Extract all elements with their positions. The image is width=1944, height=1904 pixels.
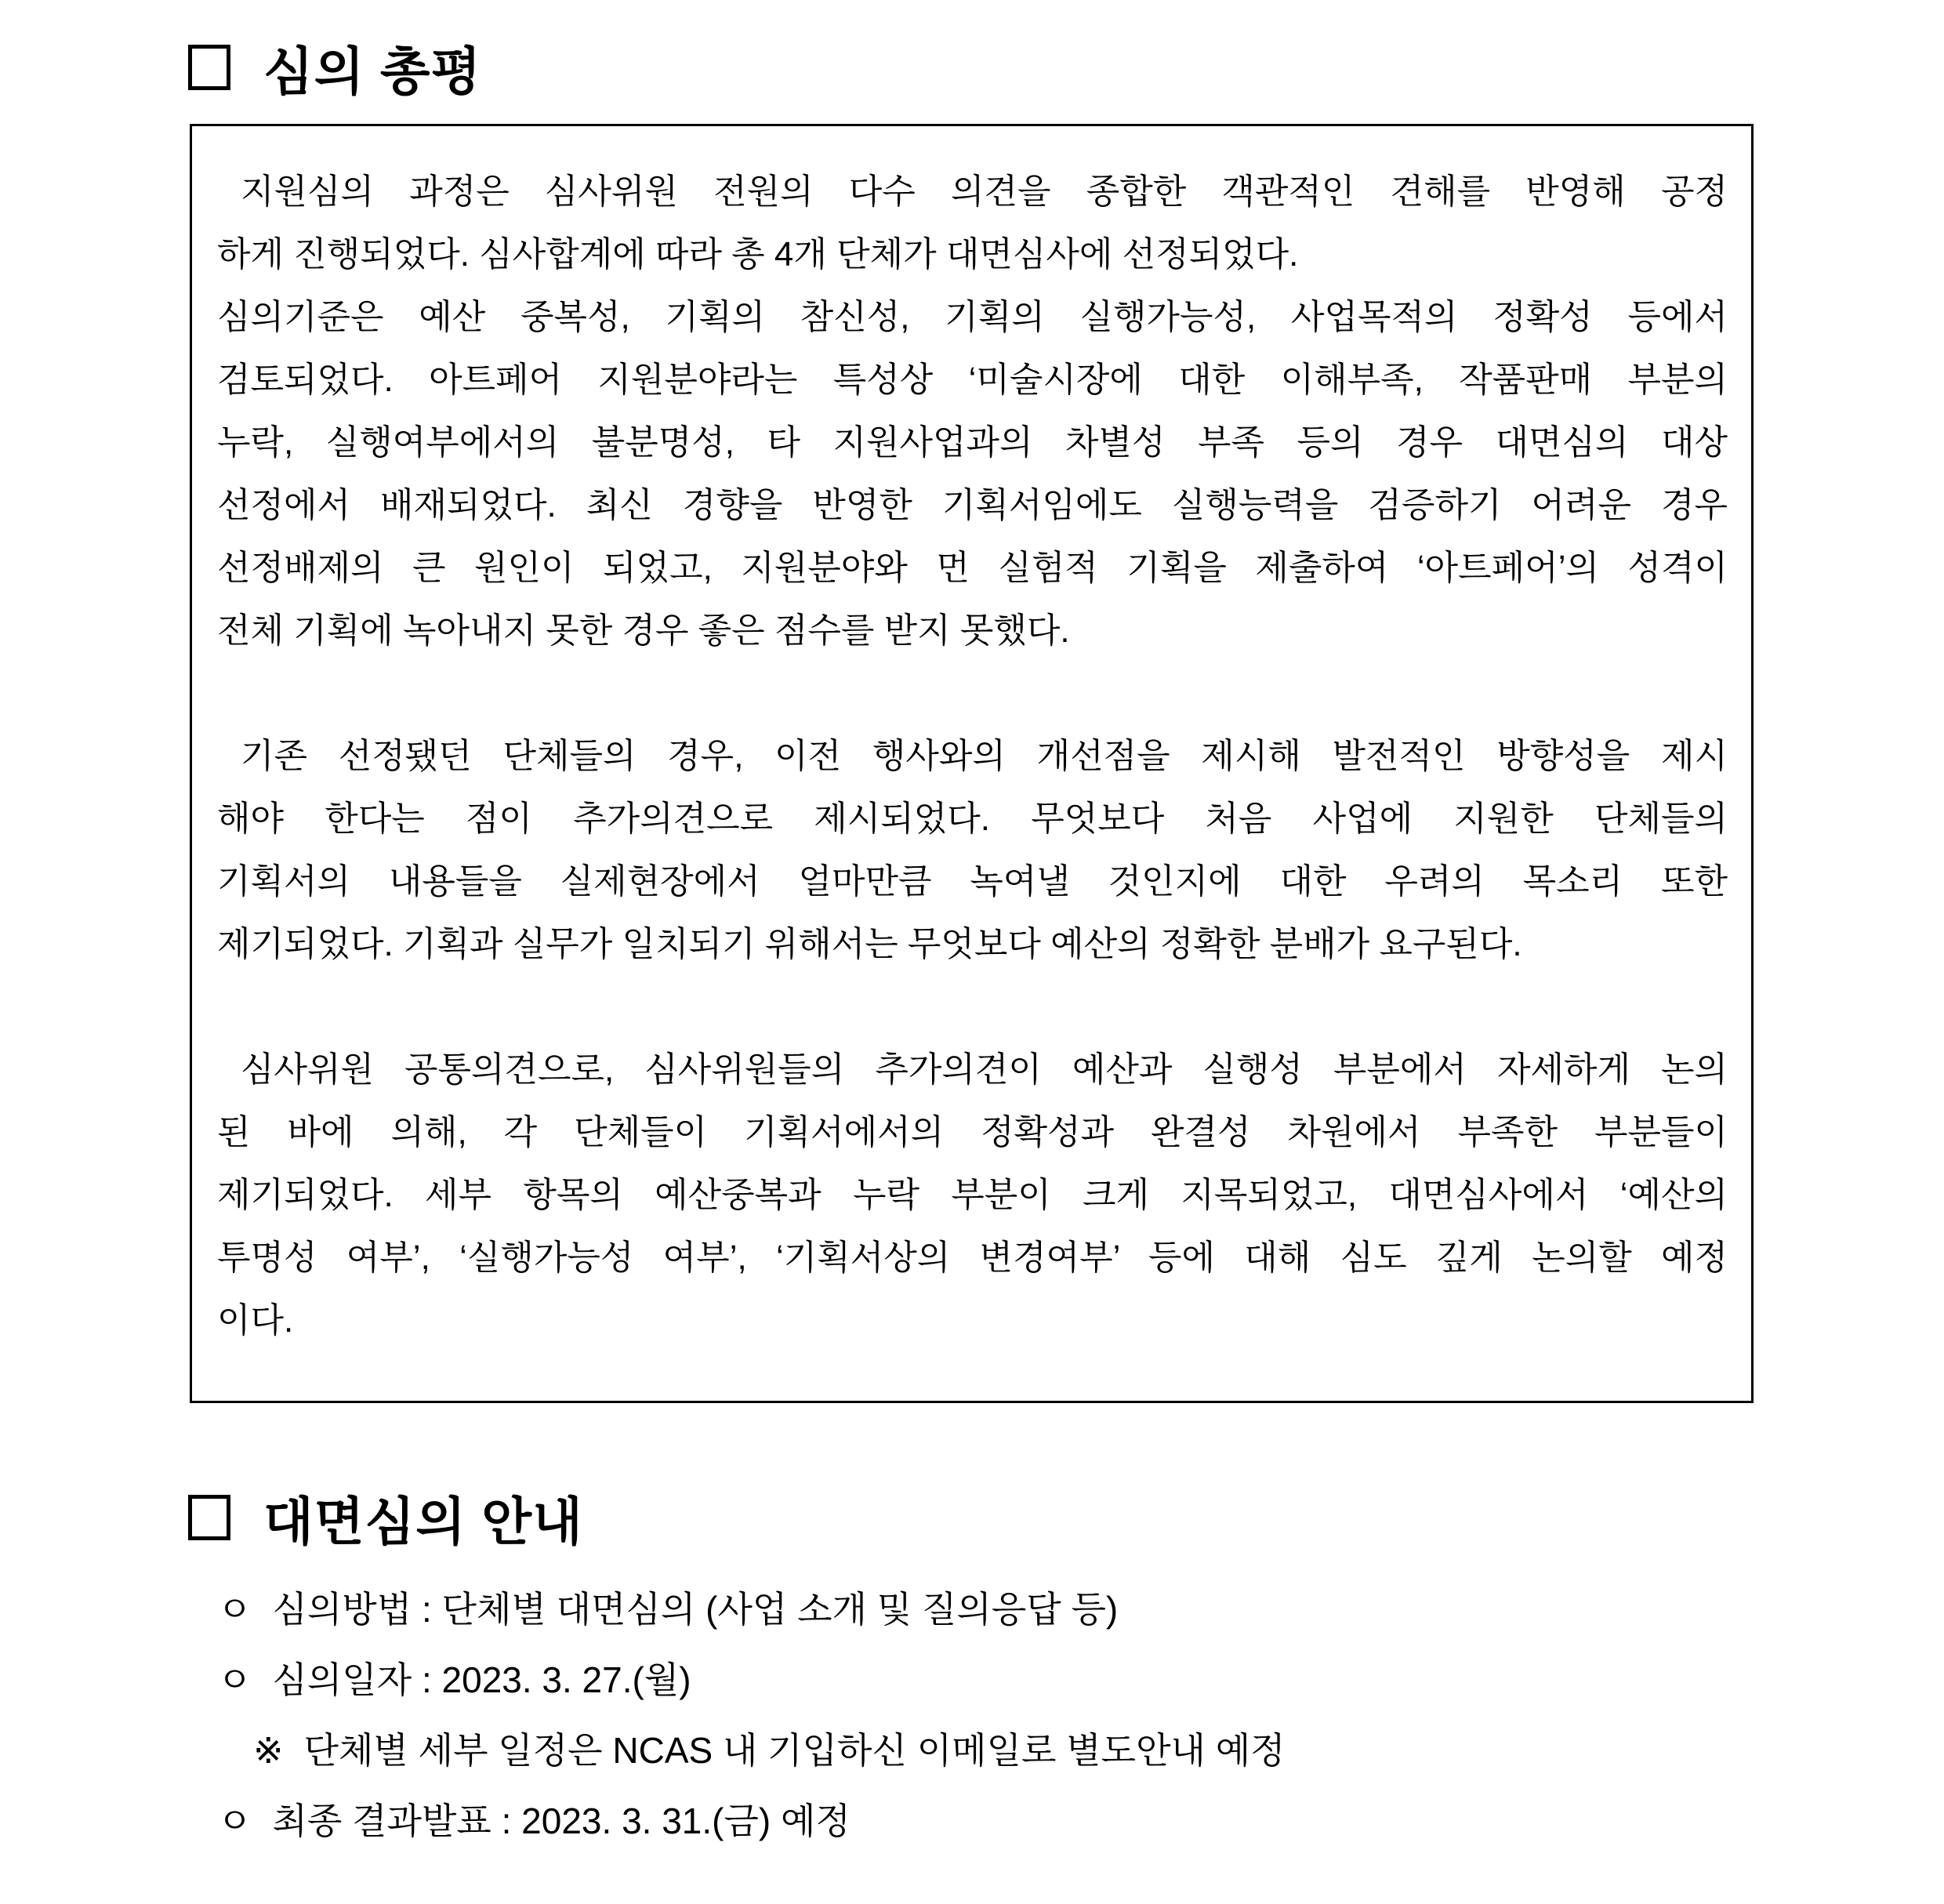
- section-title-review-summary: [188, 30, 481, 104]
- text-line: 투명성 여부’, ‘실행가능성 여부’, ‘기획서상의 변경여부’ 등에 대해 심도 깊게 논의할 예정: [217, 1239, 1728, 1277]
- text-line: 지원심의 과정은 심사위원 전원의 다수 의견을 종합한 객관적인 견해를 반영해 공정: [241, 172, 1728, 211]
- circle-bullet-icon: ㅇ: [217, 1659, 252, 1700]
- section-title-interview-guide: [188, 1480, 583, 1554]
- review-box: [190, 124, 1754, 1403]
- section-title-text: 대면심의 안내: [263, 1492, 583, 1550]
- list-item-text: 단체별 세부 일정은 NCAS 내 기입하신 이메일로 별도안내 예정: [303, 1730, 1286, 1771]
- text-line: 전체 기획에 녹아내지 못한 경우 좋은 점수를 받지 못했다.: [217, 611, 1070, 650]
- circle-bullet-icon: ㅇ: [217, 1801, 252, 1841]
- circle-bullet-icon: ㅇ: [217, 1589, 252, 1630]
- paragraph: [217, 286, 1728, 662]
- paragraph: [217, 725, 1728, 976]
- text-line: 된 바에 의해, 각 단체들이 기획서에서의 정확성과 완결성 차원에서 부족한 부분들이: [217, 1113, 1728, 1151]
- list-item: [217, 1786, 1785, 1856]
- text-line: 해야 한다는 점이 추가의견으로 제시되었다. 무엇보다 처음 사업에 지원한 단체들의: [217, 800, 1728, 838]
- text-line: 이다.: [217, 1301, 294, 1340]
- list-item-text: 심의일자 : 2023. 3. 27.(월): [272, 1659, 691, 1700]
- paragraph: [217, 1039, 1728, 1352]
- list-item-text: 심의방법 : 단체별 대면심의 (사업 소개 및 질의응답 등): [272, 1589, 1119, 1630]
- note-marker-icon: ※: [253, 1730, 284, 1771]
- text-line: 검토되었다. 아트페어 지원분야라는 특성상 ‘미술시장에 대한 이해부족, 작품판매 부분의: [217, 361, 1728, 399]
- paragraph: [217, 161, 1728, 286]
- square-bullet-icon: [188, 45, 230, 90]
- text-line: 누락, 실행여부에서의 불분명성, 타 지원사업과의 차별성 부족 등의 경우 대면심의 대상: [217, 423, 1728, 462]
- text-line: 제기되었다. 세부 항목의 예산중복과 누락 부분이 크게 지목되었고, 대면심사에서 ‘예산의: [217, 1176, 1728, 1214]
- text-line: 제기되었다. 기획과 실무가 일치되기 위해서는 무엇보다 예산의 정확한 분배가 요구된다.: [217, 925, 1522, 963]
- text-line: 심의기준은 예산 중복성, 기획의 참신성, 기획의 실행가능성, 사업목적의 정확성 등에서: [217, 298, 1728, 336]
- text-line: 선정에서 배재되었다. 최신 경향을 반영한 기획서임에도 실행능력을 검증하기 어려운 경우: [217, 486, 1728, 524]
- text-line: 심사위원 공통의견으로, 심사위원들의 추가의견이 예산과 실행성 부분에서 자세하게 논의: [241, 1050, 1728, 1089]
- guide-list: [217, 1574, 1785, 1856]
- text-line: 선정배제의 큰 원인이 되었고, 지원분야와 먼 실험적 기획을 제출하여 ‘아트페어’의 성격이: [217, 549, 1728, 587]
- section-title-text: 심의 총평: [263, 42, 482, 100]
- list-item: [217, 1645, 1785, 1715]
- text-line: 기획서의 내용들을 실제현장에서 얼마만큼 녹여낼 것인지에 대한 우려의 목소리 또한: [217, 862, 1728, 901]
- list-item: [217, 1715, 1785, 1786]
- text-line: 기존 선정됐던 단체들의 경우, 이전 행사와의 개선점을 제시해 발전적인 방향성을 제시: [241, 737, 1728, 775]
- square-bullet-icon: [188, 1495, 230, 1540]
- list-item: [217, 1574, 1785, 1645]
- text-line: 하게 진행되었다. 심사합계에 따라 총 4개 단체가 대면심사에 선정되었다.: [217, 235, 1299, 274]
- list-item-text: 최종 결과발표 : 2023. 3. 31.(금) 예정: [272, 1801, 850, 1841]
